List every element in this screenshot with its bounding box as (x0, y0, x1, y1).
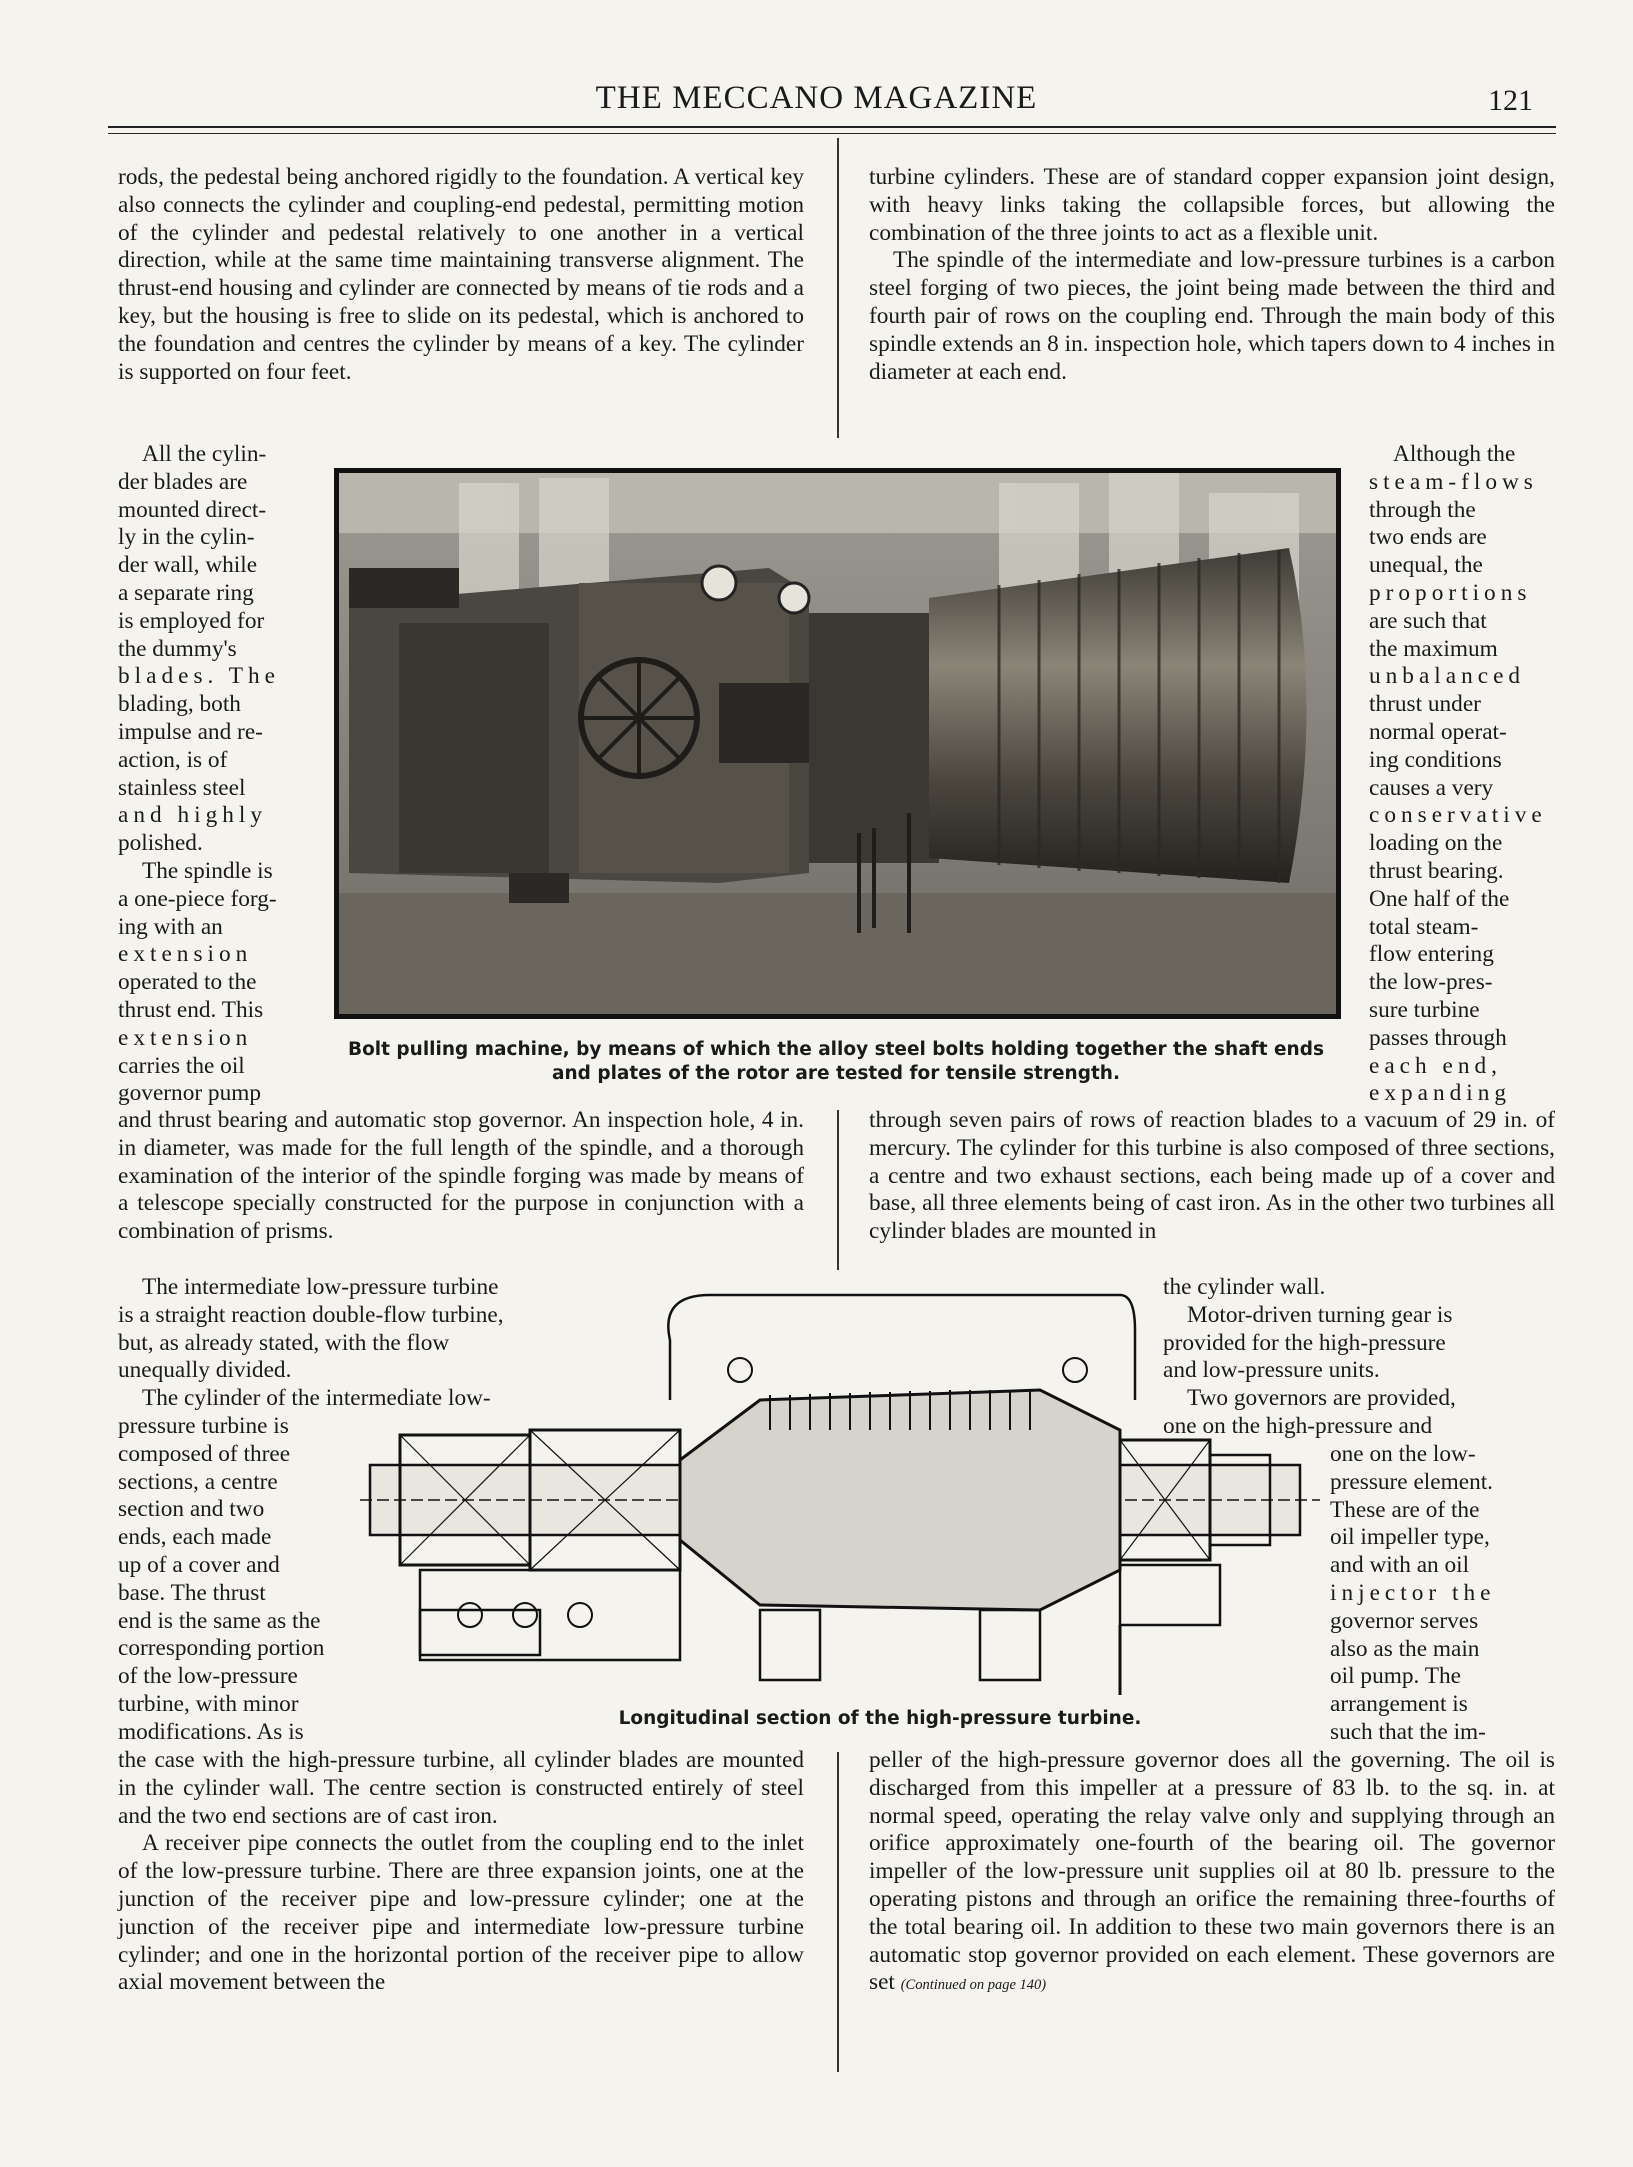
text-line: passes through (1369, 1024, 1507, 1051)
text-line: One half of the (1369, 885, 1510, 912)
text-line: up of a cover and (118, 1551, 280, 1578)
text-line: sure turbine (1369, 996, 1480, 1023)
text-line: governor serves (1330, 1607, 1479, 1634)
text-line: carries the oil (118, 1052, 245, 1079)
text-line: The intermediate low-pressure turbine (142, 1274, 499, 1300)
text-line: one on the low- (1330, 1441, 1476, 1467)
left-column-middle (118, 1107, 804, 1246)
text-line: turbine, with minor (118, 1690, 299, 1717)
text-line: The cylinder of the intermediate low- (142, 1385, 491, 1412)
text-line: also as the main (1330, 1635, 1480, 1662)
text-line: end is the same as the (118, 1607, 321, 1634)
text-line: unbalanced (1369, 663, 1526, 690)
text-line: unequally divided. (118, 1357, 292, 1384)
text-line: the cylinder wall. (1163, 1274, 1326, 1300)
text-line: the low-pres- (1369, 969, 1493, 996)
text-line: the dummy's (118, 635, 237, 662)
text-line: arrangement is (1330, 1691, 1468, 1718)
right-column-bottom (869, 1747, 1555, 2000)
turbine-section-drawing (360, 1290, 1320, 1700)
text-line: causes a very (1369, 774, 1494, 801)
right-column-top (869, 164, 1555, 386)
column-divider-top (837, 138, 839, 438)
header-rule-top (108, 126, 1556, 128)
text-line: der blades are (118, 468, 248, 495)
text-line: base. The thrust (118, 1579, 266, 1606)
text-line: sections, a centre (118, 1468, 278, 1495)
text-line: are such that (1369, 607, 1487, 634)
text-line: two ends are (1369, 524, 1487, 551)
text-line: corresponding portion (118, 1635, 325, 1662)
paragraph (869, 1747, 1555, 2000)
paragraph: A receiver pipe connects the outlet from the coupling end to the inlet of the low-pressure turbine. There are three expansion joints, one at the junction of the receiver pipe and low-pressure cylinder; one at the junction of the receiver pipe and intermediate low-pressure turbine cylinder; and one in the horizontal portion of the receiver pipe to allow axial movement between the (118, 1830, 804, 1996)
right-narrow-column-2 (1330, 1441, 1555, 1747)
paragraph: and thrust bearing and automatic stop governor. An inspection hole, 4 in. in diameter, was made for the full length of the spindle, and a thorough examination of the interior of the spindle forging was made by means of a telescope specially constructed for the purpose in conjunction with a combination of prisms. (118, 1107, 804, 1245)
text-line: modifications. As is (118, 1718, 304, 1745)
text-line: ly in the cylin- (118, 524, 255, 551)
diagram-caption: Longitudinal section of the high-pressure turbine. (618, 1708, 1142, 1729)
turbine-section-diagram (360, 1290, 1320, 1700)
text-line: through the (1369, 496, 1476, 523)
left-column-top (118, 164, 804, 386)
text-line: and with an oil (1330, 1552, 1470, 1579)
paragraph: the case with the high-pressure turbine, all cylinder blades are mounted in the cylinder wall. The centre section is constructed entirely of steel and the two end sections are of cast iron. (118, 1747, 804, 1829)
text-line: ends, each made (118, 1524, 272, 1551)
text-line: unequal, the (1369, 552, 1483, 579)
text-line: injector the (1330, 1579, 1496, 1606)
text-line: composed of three (118, 1440, 291, 1467)
text-line: blades. The (118, 663, 280, 690)
text-line: ing conditions (1369, 746, 1502, 773)
page-number: 121 (1488, 84, 1533, 117)
paragraph: turbine cylinders. These are of standard copper expansion joint design, with heavy links taking the collapsible forces, but allowing the combination of the three joints to act as a flexible unit. (869, 164, 1555, 246)
text-line: conservative (1369, 802, 1547, 829)
text-line: total steam- (1369, 913, 1479, 940)
machine-photo-illustration (339, 473, 1336, 1014)
text-line: flow entering (1369, 941, 1494, 968)
text-line: but, as already stated, with the flow (118, 1329, 450, 1356)
text-line: operated to the (118, 969, 257, 996)
text-line: is employed for (118, 607, 265, 634)
text-line: thrust under (1369, 691, 1481, 718)
column-divider-middle (837, 1110, 839, 1270)
text-line: a one-piece forg- (118, 885, 277, 912)
magazine-title: THE MECCANO MAGAZINE (595, 80, 1038, 116)
text-line: such that the im- (1330, 1718, 1486, 1745)
paragraph: rods, the pedestal being anchored rigidly to the foundation. A vertical key also connects the cylinder and coupling-end pedestal, permitting motion of the cylinder and pedestal relatively to one another in a vertical direction, while at the same time maintaining transverse alignment. The thrust-end housing and cylinder are connected by means of tie rods and a key, but the housing is free to slide on its pedestal, which is anchored to the foundation and centres the cylinder by means of a key. The cylinder is supported on four feet. (118, 164, 804, 385)
text-line: governor pump (118, 1080, 261, 1107)
text-line: impulse and re- (118, 718, 263, 745)
text-line: All the cylin- (142, 441, 267, 467)
text-line: extension (118, 1024, 253, 1051)
text-line: ing with an (118, 913, 223, 940)
text-line: normal operat- (1369, 718, 1507, 745)
text-line: each end, (1369, 1052, 1502, 1079)
left-narrow-column-2 (118, 1413, 374, 1747)
text-line: Although the (1393, 441, 1516, 467)
text-line: is a straight reaction double-flow turbine, (118, 1301, 504, 1328)
text-line: and highly (118, 802, 268, 829)
text-line: Motor-driven turning gear is (1187, 1301, 1453, 1328)
bolt-pulling-machine-photo (334, 468, 1341, 1019)
text-line: polished. (118, 830, 203, 857)
text-line: oil impeller type, (1330, 1524, 1490, 1551)
text-line: of the low-pressure (118, 1663, 298, 1690)
text-line: pressure element. (1330, 1468, 1494, 1495)
text-line: pressure turbine is (118, 1413, 289, 1439)
text-line: one on the high-pressure and (1163, 1412, 1433, 1439)
text-line: a separate ring (118, 579, 254, 606)
left-narrow-column (118, 441, 306, 1108)
text-line: and low-pressure units. (1163, 1357, 1380, 1384)
text-line: The spindle is (142, 857, 273, 884)
text-line: Two governors are provided, (1187, 1385, 1456, 1412)
text-line: steam-flows (1369, 468, 1538, 495)
text-line: proportions (1369, 579, 1532, 606)
text-line: thrust end. This (118, 996, 264, 1023)
text-line: loading on the (1369, 830, 1503, 857)
column-divider-bottom (837, 1752, 839, 2072)
text-line: section and two (118, 1496, 265, 1523)
text-line: oil pump. The (1330, 1663, 1461, 1690)
left-column-bottom (118, 1747, 804, 1997)
text-line: blading, both (118, 691, 241, 718)
paragraph-text: peller of the high-pressure governor does all the governing. The oil is discharged from this impeller at a pressure of 83 lb. to the sq. in. at normal speed, operating the relay valve only and supplying through an orifice approximately one-fourth of the bearing oil. The governor impeller of the low-pressure unit supplies oil at 80 lb. pressure to the operating pistons and through an orifice the remaining three-fourths of the total bearing oil. In addition to these two main governors there is an automatic stop governor provided on each element. These governors are set (869, 1747, 1555, 1996)
right-column-middle (869, 1107, 1555, 1246)
text-line: thrust bearing. (1369, 857, 1504, 884)
photo-caption: Bolt pulling machine, by means of which the alloy steel bolts holding together the shaft ends and plates of the rotor are tested for tensile strength. (347, 1039, 1324, 1084)
text-line: provided for the high-pressure (1163, 1329, 1446, 1356)
continued-note[interactable]: (Continued on page 140) (900, 1977, 1047, 1994)
paragraph: The spindle of the intermediate and low-pressure turbines is a carbon steel forging of two pieces, the joint being made between the third and fourth pair of rows on the coupling end. Through the main body of this spindle extends an 8 in. inspection hole, which tapers down to 4 inches in diameter at each end. (869, 247, 1555, 385)
text-line: expanding (1369, 1080, 1512, 1107)
text-line: action, is of (118, 746, 228, 773)
text-line: mounted direct- (118, 496, 267, 523)
paragraph: through seven pairs of rows of reaction blades to a vacuum of 29 in. of mercury. The cylinder for this turbine is also composed of three sections, a centre and two exhaust sections, each being made up of a cover and base, all three elements being of cast iron. As in the other two turbines all cylinder blades are mounted in (869, 1107, 1555, 1245)
right-narrow-column (1369, 441, 1555, 1108)
text-line: der wall, while (118, 552, 258, 579)
text-line: extension (118, 941, 253, 968)
text-line: These are of the (1330, 1496, 1480, 1523)
header-rule-bottom (108, 133, 1556, 134)
text-line: stainless steel (118, 774, 246, 801)
text-line: the maximum (1369, 635, 1498, 662)
